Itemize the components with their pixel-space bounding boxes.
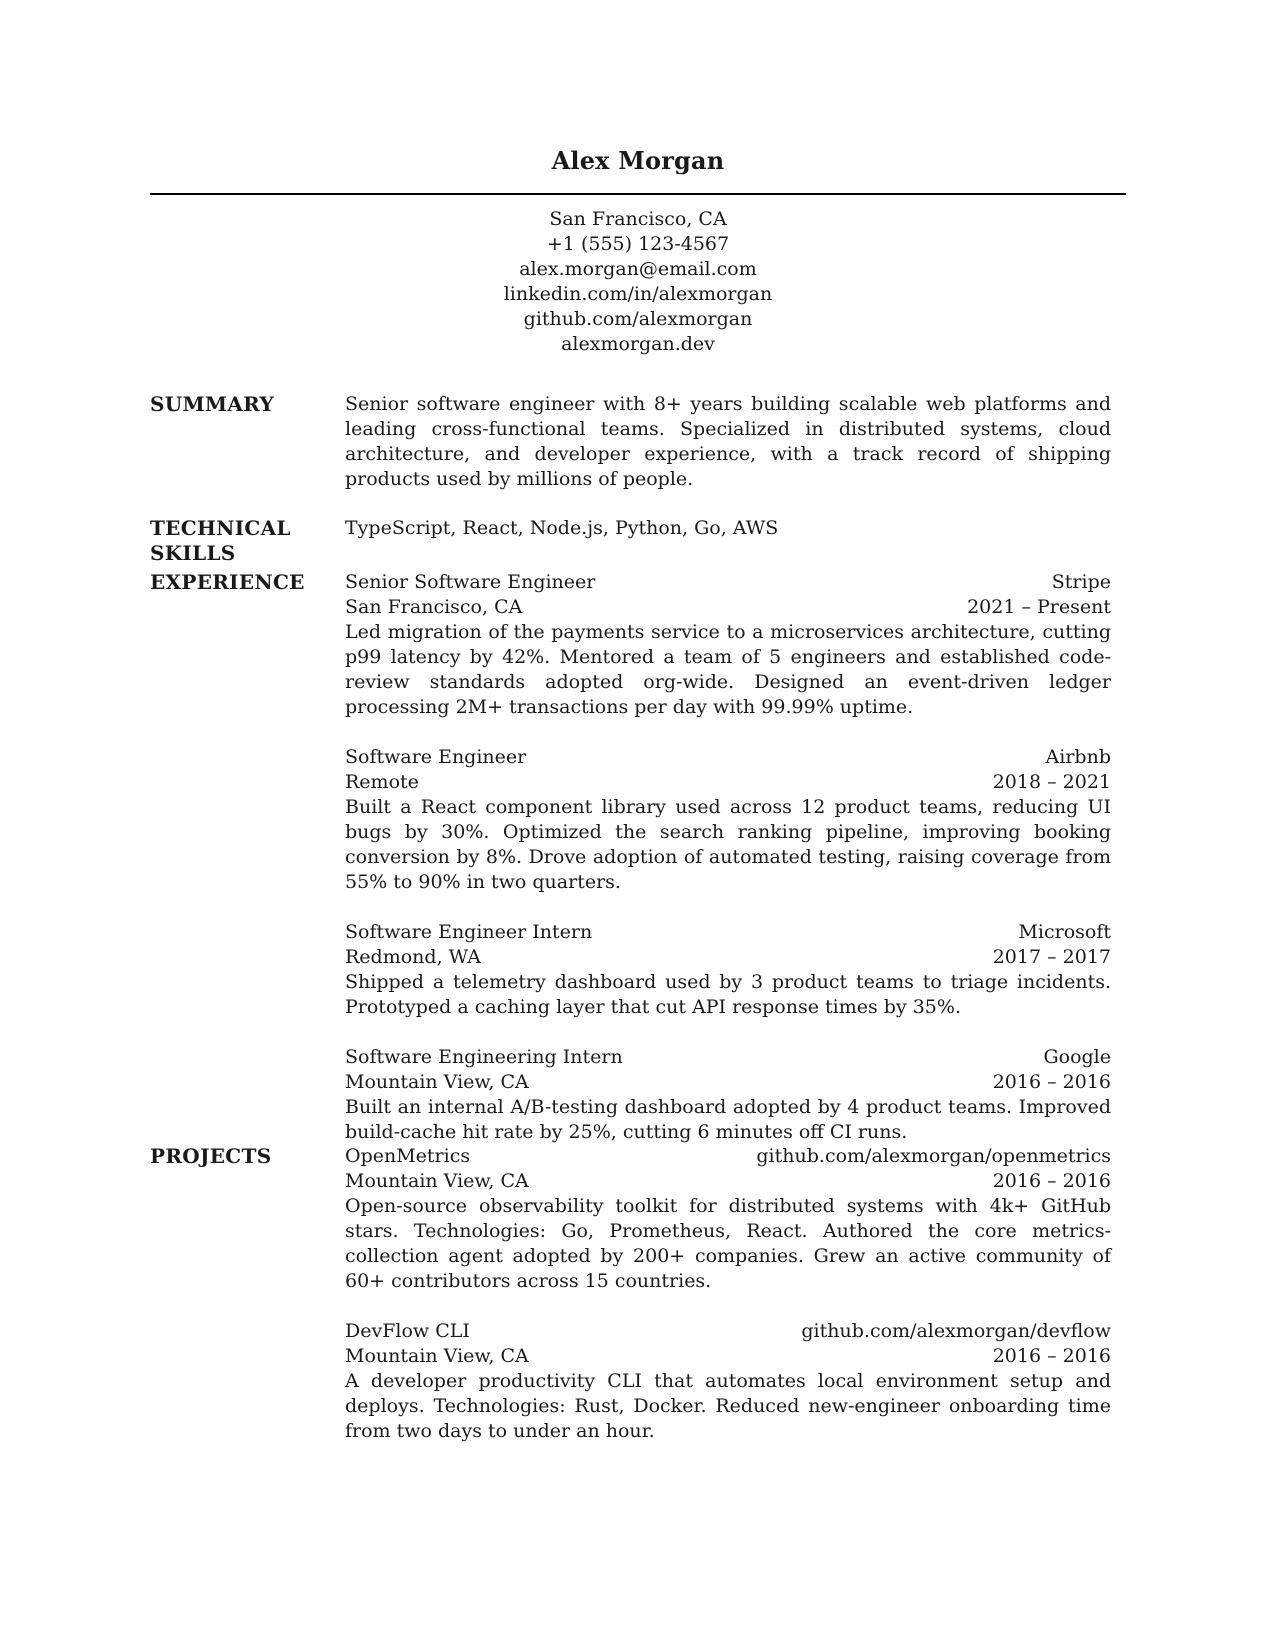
- summary-text: Senior software engineer with 8+ years building scalable web platforms and leading cross-functional teams. Specialized in distributed systems, cloud architecture, and developer experience, with a track record of shipping products used by millions of people.: [345, 393, 1111, 490]
- experience-entry: [345, 920, 1111, 1020]
- job-role: Software Engineer Intern: [345, 921, 593, 943]
- skills-heading-line1: TECHNICAL: [150, 516, 291, 540]
- job-role: Software Engineer: [345, 746, 527, 768]
- header-rule: [150, 193, 1126, 195]
- job-company: Airbnb: [1045, 746, 1111, 768]
- job-role: Software Engineering Intern: [345, 1046, 623, 1068]
- project-entry: [345, 1144, 1111, 1294]
- project-location: Mountain View, CA: [345, 1170, 529, 1192]
- experience-heading: EXPERIENCE: [150, 570, 305, 594]
- project-dates: 2016 – 2016: [992, 1345, 1111, 1367]
- job-dates: 2016 – 2016: [992, 1071, 1111, 1093]
- skills-heading: [150, 516, 330, 566]
- job-company: Stripe: [1051, 571, 1111, 593]
- job-description: Shipped a telemetry dashboard used by 3 product teams to triage incidents. Prototyped a caching layer that cut API response times by 35%.: [345, 971, 1111, 1018]
- job-location: Remote: [345, 771, 419, 793]
- job-description: Built a React component library used across 12 product teams, reducing UI bugs by 30%. Optimized the search ranking pipeline, improving booking conversion by 8%. Drove adoption of automated testing, raising coverage from 55% to 90% in two quarters.: [345, 796, 1111, 893]
- contact-block: [150, 207, 1126, 357]
- contact-linkedin[interactable]: linkedin.com/in/alexmorgan: [503, 283, 773, 305]
- job-role: Senior Software Engineer: [345, 571, 596, 593]
- project-name: OpenMetrics: [345, 1145, 471, 1167]
- project-name: DevFlow CLI: [345, 1320, 470, 1342]
- project-description: A developer productivity CLI that automates local environment setup and deploys. Technologies: Rust, Docker. Reduced new-engineer onboarding time from two days to under an hour.: [345, 1370, 1111, 1442]
- job-description: Led migration of the payments service to a microservices architecture, cutting p99 latency by 42%. Mentored a team of 5 engineers and established code-review standards adopted org-wide. Designed an event-driven ledger processing 2M+ transactions per day with 99.99% uptime.: [345, 621, 1111, 718]
- project-link[interactable]: github.com/alexmorgan/openmetrics: [756, 1145, 1111, 1167]
- contact-location: San Francisco, CA: [549, 208, 727, 230]
- project-dates: 2016 – 2016: [992, 1170, 1111, 1192]
- skills-text: TypeScript, React, Node.js, Python, Go, AWS: [345, 517, 779, 539]
- project-link[interactable]: github.com/alexmorgan/devflow: [801, 1320, 1111, 1342]
- job-dates: 2021 – Present: [967, 596, 1111, 618]
- contact-website[interactable]: alexmorgan.dev: [561, 333, 715, 355]
- contact-email[interactable]: alex.morgan@email.com: [519, 258, 757, 280]
- project-description: Open-source observability toolkit for distributed systems with 4k+ GitHub stars. Technologies: Go, Prometheus, React. Authored the core metrics-collection agent adopted by 200+ companies. Grew an active community of 60+ contributors across 15 countries.: [345, 1195, 1111, 1292]
- projects-heading: PROJECTS: [150, 1144, 272, 1168]
- projects-list: [345, 1144, 1111, 1444]
- experience-entry: [345, 745, 1111, 895]
- skills-heading-line2: SKILLS: [150, 541, 236, 565]
- job-company: Microsoft: [1018, 921, 1111, 943]
- experience-entry: [345, 570, 1111, 720]
- resume-name: Alex Morgan: [551, 146, 725, 175]
- summary-heading: SUMMARY: [150, 392, 275, 416]
- project-entry: [345, 1319, 1111, 1444]
- job-dates: 2017 – 2017: [992, 946, 1111, 968]
- contact-phone[interactable]: +1 (555) 123-4567: [546, 233, 730, 255]
- job-dates: 2018 – 2021: [992, 771, 1111, 793]
- job-location: Redmond, WA: [345, 946, 481, 968]
- job-description: Built an internal A/B-testing dashboard adopted by 4 product teams. Improved build-cache hit rate by 25%, cutting 6 minutes off CI runs.: [345, 1096, 1111, 1143]
- project-location: Mountain View, CA: [345, 1345, 529, 1367]
- job-location: Mountain View, CA: [345, 1071, 529, 1093]
- job-company: Google: [1043, 1046, 1111, 1068]
- experience-entry: [345, 1045, 1111, 1145]
- experience-list: [345, 570, 1111, 1145]
- job-location: San Francisco, CA: [345, 596, 523, 618]
- contact-github[interactable]: github.com/alexmorgan: [523, 308, 753, 330]
